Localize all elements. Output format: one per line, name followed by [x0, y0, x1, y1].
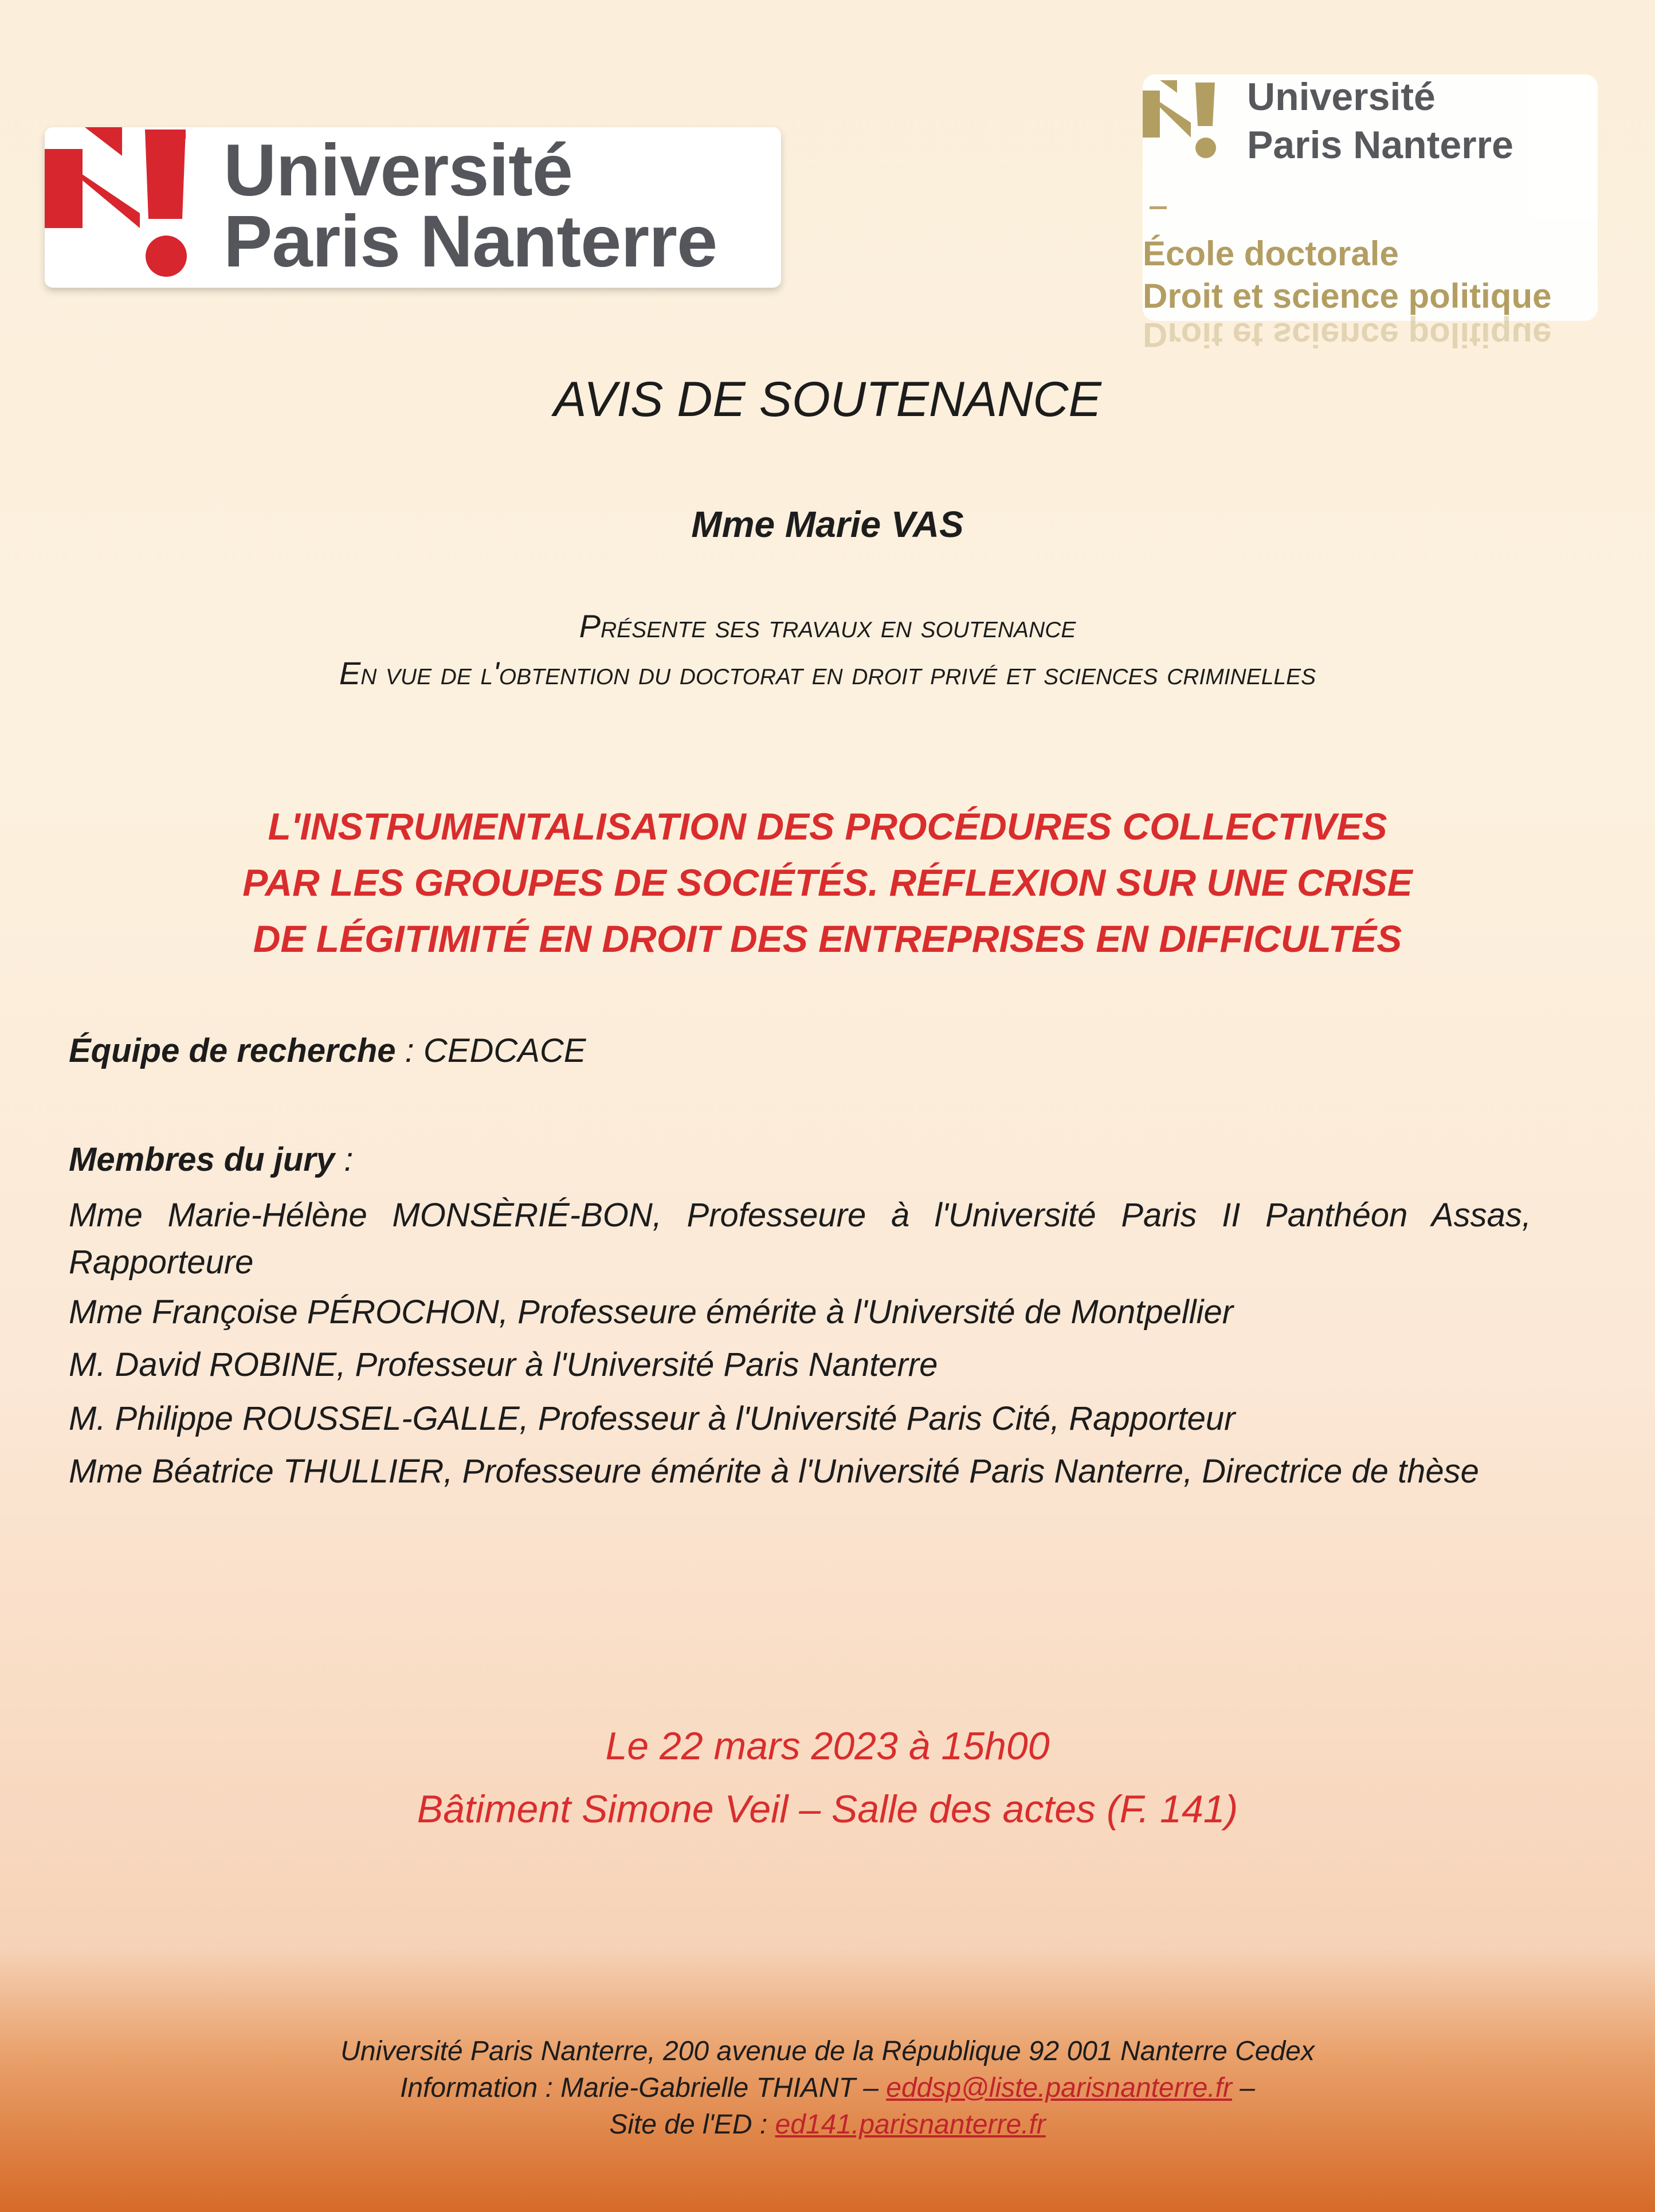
intro-line-1: Présente ses travaux en soutenance: [579, 608, 1076, 644]
logo-left-line1: Université: [223, 130, 572, 211]
defense-place: Bâtiment Simone Veil – Salle des actes (F. 141): [417, 1787, 1238, 1831]
footer-info-suffix: –: [1232, 2073, 1255, 2103]
doctoral-school-line1: École doctorale: [1143, 234, 1399, 273]
jury-member: Mme Béatrice THULLIER, Professeure émérite à l'Université Paris Nanterre, Directrice de thèse: [69, 1453, 1479, 1490]
logo-left-line2: Paris Nanterre: [223, 201, 717, 283]
logo-right-line1: Université: [1247, 75, 1436, 119]
nanterre-logo-mark-icon: [45, 127, 217, 288]
research-team-value: CEDCACE: [423, 1032, 586, 1069]
doctoral-school-logo: [1143, 74, 1598, 354]
school-website-link[interactable]: ed141.parisnanterre.fr: [775, 2109, 1046, 2140]
jury-heading: [69, 1140, 353, 1179]
doctoral-school-reflection: Droit et science politique: [1143, 316, 1552, 354]
jury-member: M. Philippe ROUSSEL-GALLE, Professeur à l'Université Paris Cité, Rapporteur: [69, 1400, 1236, 1437]
candidate-name: Mme Marie VAS: [691, 504, 964, 545]
footer-info-prefix: Information : Marie-Gabrielle THIANT –: [400, 2073, 887, 2103]
thesis-title-line-1: L'INSTRUMENTALISATION DES PROCÉDURES COLLECTIVES: [268, 805, 1387, 848]
jury-member: Mme Marie-Hélène MONSÈRIÉ-BON, Professeure à l'Université Paris II Panthéon Assas, Rapporteure: [69, 1197, 1531, 1281]
logo-right-line2: Paris Nanterre: [1247, 123, 1513, 167]
footer-site: [0, 2109, 1655, 2140]
doctoral-school-line2: Droit et science politique: [1143, 277, 1552, 315]
thesis-title-line-2: PAR LES GROUPES DE SOCIÉTÉS. RÉFLEXION SUR UNE CRISE: [242, 861, 1413, 904]
university-logo-left: [45, 127, 781, 288]
footer-site-prefix: Site de l'ED :: [609, 2109, 775, 2140]
footer-info: [0, 2072, 1655, 2104]
contact-email-link[interactable]: eddsp@liste.parisnanterre.fr: [886, 2073, 1232, 2103]
logo-divider: [1150, 206, 1167, 209]
research-team-label: Équipe de recherche: [69, 1032, 396, 1069]
jury-member: M. David ROBINE, Professeur à l'Université Paris Nanterre: [69, 1346, 938, 1383]
intro-line-2: En vue de l'obtention du doctorat en droit privé et sciences criminelles: [339, 655, 1316, 691]
thesis-title-line-3: DE LÉGITIMITÉ EN DROIT DES ENTREPRISES EN DIFFICULTÉS: [253, 917, 1402, 960]
defense-date: Le 22 mars 2023 à 15h00: [605, 1724, 1050, 1768]
nanterre-logo-mark-gold-icon: [1143, 80, 1240, 166]
jury-label: Membres du jury: [69, 1141, 335, 1178]
research-team-separator: :: [395, 1032, 423, 1069]
notice-title: AVIS DE SOUTENANCE: [554, 372, 1101, 427]
jury-separator: :: [335, 1141, 354, 1178]
jury-member: Mme Françoise PÉROCHON, Professeure émérite à l'Université de Montpellier: [69, 1293, 1234, 1331]
footer-address: Université Paris Nanterre, 200 avenue de la République 92 001 Nanterre Cedex: [340, 2036, 1315, 2066]
research-team: [69, 1032, 586, 1070]
